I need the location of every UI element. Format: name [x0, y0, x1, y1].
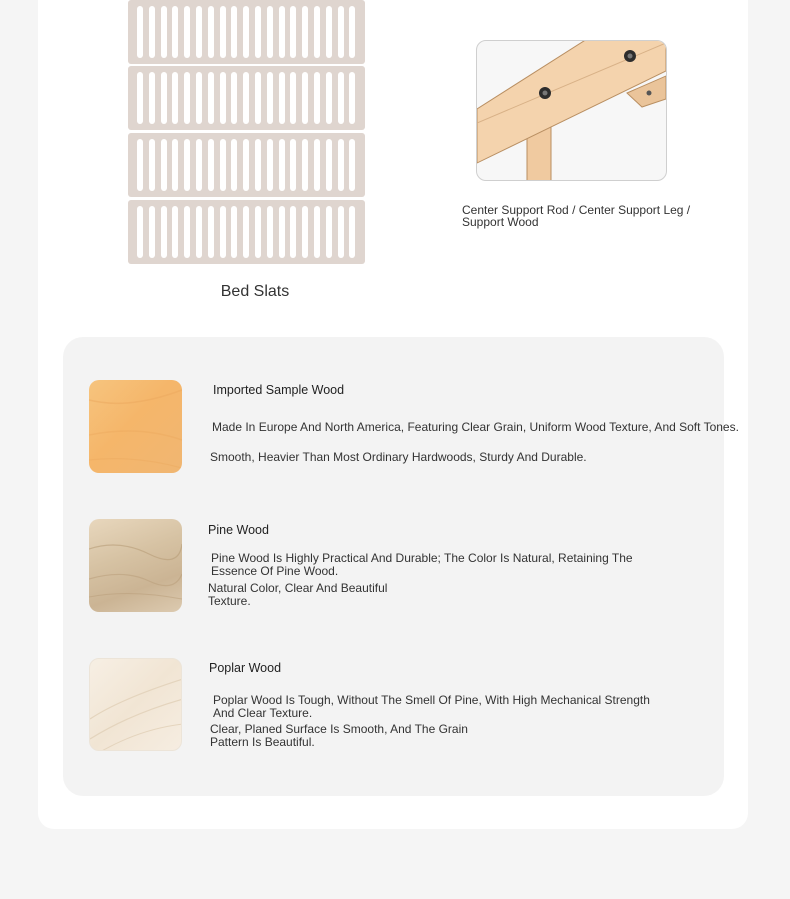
- slat-panel: [128, 200, 365, 264]
- slat-bar: [243, 139, 249, 191]
- slat-bar: [338, 139, 344, 191]
- support-wood-caption: Center Support Rod / Center Support Leg / Support Wood: [462, 203, 691, 229]
- slat-bar: [172, 72, 178, 124]
- slat-bar: [255, 139, 261, 191]
- slat-bar: [184, 6, 190, 58]
- slat-panel: [128, 133, 365, 197]
- slat-bar: [255, 6, 261, 58]
- slat-bar: [279, 139, 285, 191]
- slat-bar: [243, 72, 249, 124]
- slat-bar: [161, 72, 167, 124]
- bed-slats-caption: Bed Slats: [220, 283, 290, 300]
- wood-description: Pine Wood Is Highly Practical And Durable; The Color Is Natural, Retaining The Essence Of Pine Wood.: [211, 551, 633, 578]
- pine-wood-swatch: [89, 519, 182, 612]
- slat-bar: [302, 139, 308, 191]
- wood-description: Poplar Wood Is Tough, Without The Smell Of Pine, With High Mechanical Strength And Clear Texture.: [213, 693, 650, 720]
- slat-bar: [338, 6, 344, 58]
- slat-bar: [172, 139, 178, 191]
- slat-bar: [255, 206, 261, 258]
- slat-bar: [326, 6, 332, 58]
- slat-bar: [137, 139, 143, 191]
- wood-description: Clear, Planed Surface Is Smooth, And The Grain Pattern Is Beautiful.: [210, 722, 468, 749]
- slat-bar: [314, 206, 320, 258]
- slat-bar: [220, 72, 226, 124]
- slat-bar: [184, 139, 190, 191]
- bed-slats-illustration: [128, 0, 365, 265]
- slat-bar: [149, 206, 155, 258]
- slat-bar: [208, 6, 214, 58]
- wood-name: Poplar Wood: [209, 661, 282, 675]
- slat-bar: [243, 6, 249, 58]
- slat-bar: [326, 206, 332, 258]
- slat-bar: [196, 6, 202, 58]
- slat-bar: [231, 6, 237, 58]
- slat-bar: [326, 72, 332, 124]
- slat-bar: [302, 72, 308, 124]
- slat-bar: [161, 206, 167, 258]
- slat-bar: [290, 139, 296, 191]
- slat-bar: [220, 6, 226, 58]
- slat-bar: [349, 6, 355, 58]
- slat-bar: [338, 72, 344, 124]
- slat-bar: [338, 206, 344, 258]
- wood-description: Made In Europe And North America, Featuring Clear Grain, Uniform Wood Texture, And Soft Tones.: [212, 420, 739, 434]
- slat-bar: [137, 6, 143, 58]
- slat-bar: [137, 206, 143, 258]
- slat-bar: [349, 139, 355, 191]
- slat-bar: [290, 6, 296, 58]
- slat-bar: [290, 206, 296, 258]
- slat-bar: [149, 72, 155, 124]
- slat-bar: [314, 139, 320, 191]
- slat-bar: [172, 206, 178, 258]
- slat-bar: [349, 72, 355, 124]
- slat-bar: [302, 6, 308, 58]
- wood-description: Natural Color, Clear And Beautiful Texture.: [208, 581, 388, 608]
- slat-panel: [128, 66, 365, 130]
- slat-bar: [267, 72, 273, 124]
- slat-bar: [314, 6, 320, 58]
- slat-bar: [161, 6, 167, 58]
- slat-bar: [243, 206, 249, 258]
- wood-grain-texture: [89, 380, 182, 473]
- slat-bar: [290, 72, 296, 124]
- slat-bar: [184, 206, 190, 258]
- wood-grain-texture: [90, 659, 182, 751]
- poplar-wood-swatch: [89, 658, 182, 751]
- slat-bar: [208, 72, 214, 124]
- support-wood-illustration: [476, 40, 667, 181]
- slat-bar: [349, 206, 355, 258]
- slat-bar: [161, 139, 167, 191]
- slat-panel: [128, 0, 365, 64]
- slat-bar: [196, 139, 202, 191]
- slat-bar: [149, 6, 155, 58]
- slat-bar: [267, 206, 273, 258]
- slat-bar: [231, 139, 237, 191]
- slat-bar: [196, 206, 202, 258]
- wood-grain-texture: [89, 519, 182, 612]
- slat-bar: [172, 6, 178, 58]
- slat-bar: [220, 139, 226, 191]
- slat-bar: [137, 72, 143, 124]
- slat-bar: [279, 72, 285, 124]
- slat-bar: [149, 139, 155, 191]
- support-wood-drawing: [477, 41, 666, 180]
- slat-bar: [279, 6, 285, 58]
- slat-bar: [208, 206, 214, 258]
- slat-bar: [220, 206, 226, 258]
- slat-bar: [326, 139, 332, 191]
- slat-bar: [231, 206, 237, 258]
- slat-bar: [267, 139, 273, 191]
- slat-bar: [267, 6, 273, 58]
- slat-bar: [255, 72, 261, 124]
- slat-bar: [279, 206, 285, 258]
- slat-bar: [314, 72, 320, 124]
- slat-bar: [196, 72, 202, 124]
- wood-description: Smooth, Heavier Than Most Ordinary Hardwoods, Sturdy And Durable.: [210, 450, 587, 464]
- slat-bar: [231, 72, 237, 124]
- wood-name: Pine Wood: [208, 523, 269, 537]
- imported-wood-swatch: [89, 380, 182, 473]
- slat-bar: [184, 72, 190, 124]
- wood-name: Imported Sample Wood: [213, 383, 345, 397]
- slat-bar: [302, 206, 308, 258]
- slat-bar: [208, 139, 214, 191]
